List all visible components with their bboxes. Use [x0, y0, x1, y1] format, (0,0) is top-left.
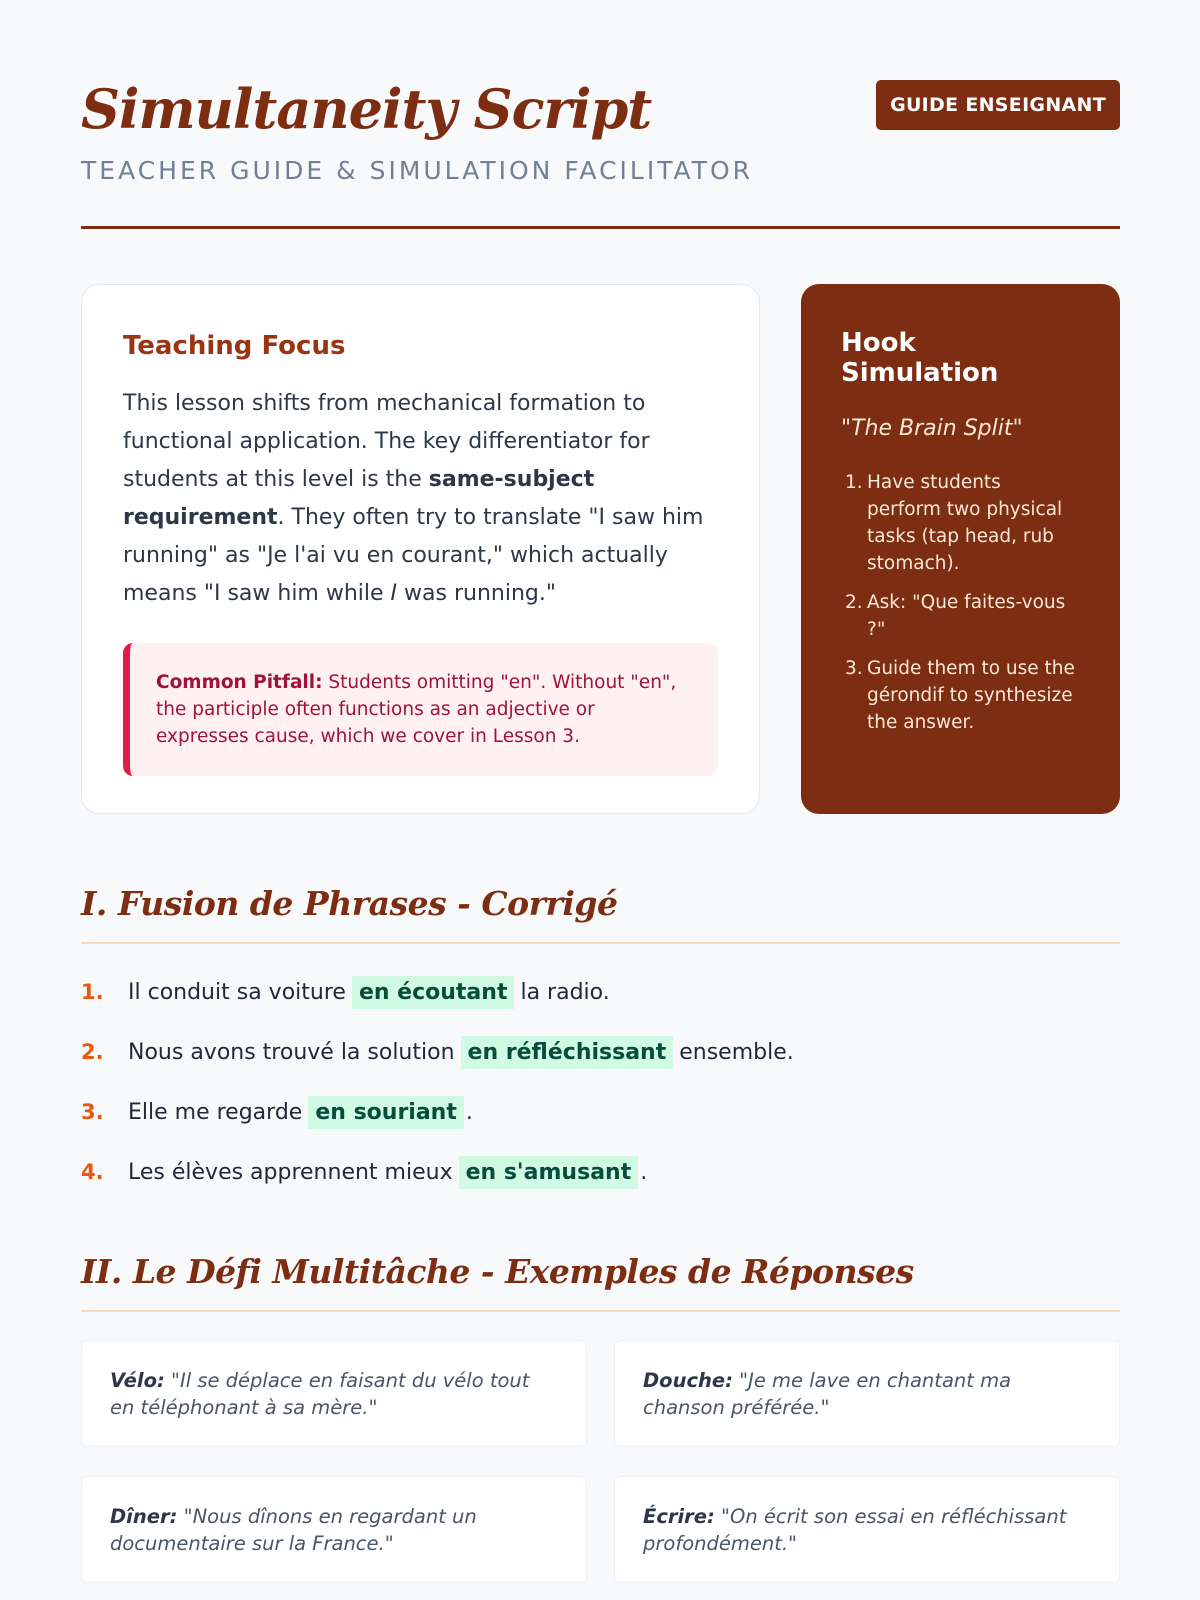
focus-text-bold: same-subject requirement	[123, 467, 595, 530]
section-1-title: I. Fusion de Phrases - Corrigé	[81, 884, 618, 923]
list-item	[81, 1082, 1120, 1142]
common-pitfall-callout	[123, 643, 718, 776]
pitfall-label: Common Pitfall:	[156, 672, 323, 693]
focus-text-italic: I	[390, 581, 398, 606]
teacher-guide-page	[81, 0, 1120, 1555]
hook-step-number: 3.	[845, 658, 863, 679]
example-text: "Il se déplace en faisant du vélo tout en téléphonant à sa mère."	[110, 1369, 530, 1419]
focus-text-part-3: was running."	[397, 581, 556, 606]
hook-simulation-card	[801, 284, 1120, 814]
hook-step-text: Ask: "Que faites-vous ?"	[867, 592, 1066, 640]
hook-step	[841, 589, 1080, 643]
sentence-fusion-list	[81, 962, 1120, 1202]
hook-step-text: Guide them to use the gérondif to synthesize the answer.	[867, 658, 1075, 733]
sentence-after: ensemble.	[679, 1039, 794, 1065]
item-number: 4.	[81, 1160, 104, 1184]
example-label: Écrire:	[643, 1505, 715, 1528]
focus-text-part-1: This lesson shifts from mechanical formation to functional application. The key differentiator for students at this level is the	[123, 391, 650, 492]
sentence-after: .	[465, 1099, 473, 1125]
page-title: Simultaneity Script	[81, 77, 652, 141]
example-card	[81, 1476, 587, 1583]
example-text: "Je me lave en chantant ma chanson préférée."	[643, 1369, 1012, 1419]
example-text: "Nous dînons en regardant un documentaire sur la France."	[110, 1505, 477, 1555]
hook-step-number: 1.	[845, 472, 863, 493]
item-number: 3.	[81, 1100, 104, 1124]
list-item	[81, 1142, 1120, 1202]
list-item	[81, 1022, 1120, 1082]
gerondif-answer: en souriant	[308, 1096, 464, 1129]
example-text: "On écrit son essai en réfléchissant profondément."	[643, 1505, 1067, 1555]
item-number: 1.	[81, 980, 104, 1004]
list-item	[81, 962, 1120, 1022]
example-label: Dîner:	[110, 1505, 178, 1528]
sentence-before: Nous avons trouvé la solution	[128, 1039, 455, 1065]
gerondif-answer: en réfléchissant	[461, 1036, 674, 1069]
hook-step	[841, 655, 1080, 736]
hook-step-text: Have students perform two physical tasks (tap head, rub stomach).	[867, 472, 1063, 574]
example-card	[614, 1476, 1120, 1583]
sentence-before: Les élèves apprennent mieux	[128, 1159, 453, 1185]
focus-text-part-2: . They often try to translate "I saw him running" as "Je l'ai vu en courant," which actually means "I saw him while	[123, 505, 704, 606]
section-1-divider	[81, 942, 1120, 944]
page-subtitle: TEACHER GUIDE & SIMULATION FACILITATOR	[81, 156, 754, 185]
pitfall-text: Students omitting "en". Without "en", the participle often functions as an adjective or expresses cause, which we cover in Lesson 3.	[156, 672, 677, 747]
section-2-title: II. Le Défi Multitâche - Exemples de Réponses	[81, 1252, 914, 1291]
teaching-focus-card	[81, 284, 760, 814]
teaching-focus-text	[123, 385, 718, 613]
item-number: 2.	[81, 1040, 104, 1064]
page-header	[81, 0, 1120, 230]
example-label: Douche:	[643, 1369, 733, 1392]
hook-quote: "The Brain Split"	[841, 416, 1023, 441]
sentence-after: .	[640, 1159, 648, 1185]
hook-steps-list	[841, 469, 1080, 736]
sentence-after: la radio.	[520, 979, 610, 1005]
hook-step-number: 2.	[845, 592, 863, 613]
hook-title: Hook Simulation	[841, 328, 999, 388]
sentence-before: Elle me regarde	[128, 1099, 303, 1125]
gerondif-answer: en s'amusant	[459, 1156, 639, 1189]
header-divider	[81, 226, 1120, 229]
section-2-divider	[81, 1310, 1120, 1312]
teaching-focus-title: Teaching Focus	[123, 331, 346, 361]
gerondif-answer: en écoutant	[352, 976, 515, 1009]
example-label: Vélo:	[110, 1369, 165, 1392]
hook-step	[841, 469, 1080, 577]
guide-badge: GUIDE ENSEIGNANT	[876, 80, 1120, 130]
example-card	[614, 1340, 1120, 1447]
sentence-before: Il conduit sa voiture	[128, 979, 346, 1005]
example-card	[81, 1340, 587, 1447]
